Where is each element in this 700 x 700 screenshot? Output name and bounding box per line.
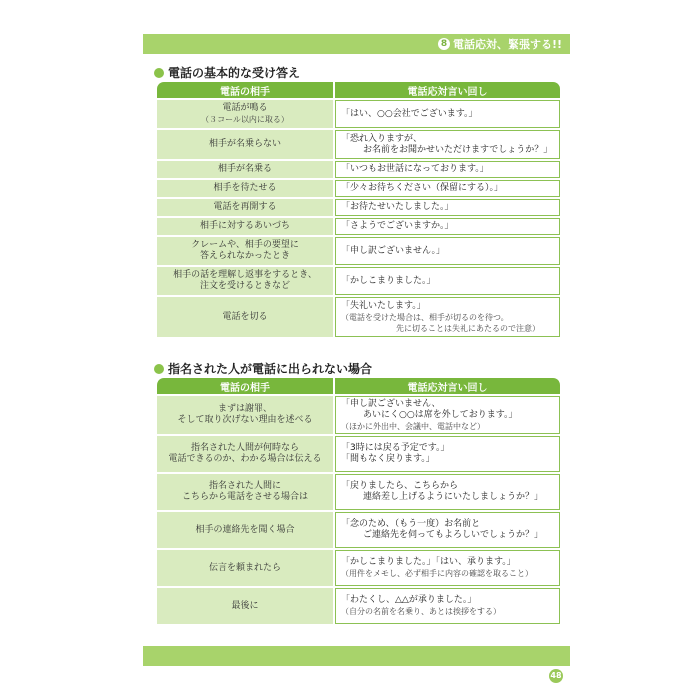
phrase-cell xyxy=(335,130,560,159)
section-title-text: 電話の基本的な受け答え xyxy=(168,66,301,80)
table-row xyxy=(157,436,560,472)
situation-text-continued: 答えられなかったとき xyxy=(199,251,290,261)
phrase-cell xyxy=(335,161,560,178)
phrase-cell xyxy=(335,512,560,548)
page-number: 48 xyxy=(549,669,563,683)
situation-text: まずは謝罪、 xyxy=(217,404,272,414)
phrase-text: 「はい、○○会社でございます。」 xyxy=(341,108,478,119)
unavailable-responses-table xyxy=(157,376,560,626)
phrase-text-continued: お名前をお聞かせいただけますでしょうか？」 xyxy=(363,144,553,155)
phrase-text: 「恐れ入りますが、 xyxy=(341,133,423,144)
phrase-text: 「お待たせいたしました。」 xyxy=(341,202,454,212)
situation-text: 最後に xyxy=(231,600,259,611)
phrase-text: 「申し訳ございません。」 xyxy=(341,245,446,256)
phrase-text: 「少々お待ちください（保留にする）。」 xyxy=(341,183,504,193)
phrase-text: 「3時には戻る予定です。」 xyxy=(341,443,450,453)
phrase-cell xyxy=(335,297,560,337)
situation-text-continued: そして取り次げない理由を述べる xyxy=(177,415,313,425)
situation-cell xyxy=(157,396,335,434)
phrase-cell xyxy=(335,588,560,624)
column-header-caller: 電話の相手 xyxy=(157,82,335,98)
phrase-cell xyxy=(335,237,560,265)
phrase-text: 「いつもお世話になっております。」 xyxy=(341,164,489,174)
table-header-row xyxy=(157,378,560,394)
situation-text: 相手が名乗る xyxy=(217,164,272,174)
phrase-cell xyxy=(335,396,560,434)
phrase-note: （ほかに外出中、会議中、電話中など） xyxy=(341,421,485,431)
situation-subtext: （３コール以内に取る） xyxy=(201,115,289,124)
table-header-row xyxy=(157,82,560,98)
situation-cell xyxy=(157,161,335,178)
chapter-number-badge: 8 xyxy=(438,38,450,50)
table-row xyxy=(157,130,560,159)
situation-cell xyxy=(157,297,335,337)
situation-text-continued: 注文を受けるときなど xyxy=(199,281,290,291)
header-bar xyxy=(143,34,570,54)
phrase-cell xyxy=(335,267,560,295)
phrase-cell xyxy=(335,436,560,472)
table-row xyxy=(157,100,560,128)
situation-text: 相手の話を理解し返事をするとき、 xyxy=(173,270,317,280)
phrase-text: 「わたくし、△△が承りました。」 xyxy=(341,595,477,605)
phrase-text: 「念のため、（もう一度）お名前と xyxy=(341,519,481,529)
situation-cell xyxy=(157,237,335,265)
table-row xyxy=(157,218,560,235)
situation-cell xyxy=(157,550,335,586)
situation-text-continued: こちらから電話をさせる場合は xyxy=(181,492,308,502)
phrase-note: （電話を受けた場合は、相手が切るのを待つ。 xyxy=(341,312,509,322)
table-row xyxy=(157,237,560,265)
phrase-cell xyxy=(335,218,560,235)
situation-cell xyxy=(157,180,335,197)
situation-cell xyxy=(157,512,335,548)
situation-cell xyxy=(157,267,335,295)
phrase-text-continued: ご連絡先を伺ってもよろしいでしょうか？」 xyxy=(363,530,544,540)
table-row xyxy=(157,396,560,434)
footer-bar xyxy=(143,646,570,666)
table-row xyxy=(157,297,560,337)
situation-text: 電話が鳴る xyxy=(222,103,268,113)
situation-text: 相手に対するあいづち xyxy=(199,221,290,231)
situation-text: 相手を待たせる xyxy=(213,183,277,193)
phrase-text: 「かしこまりました。」「はい、承ります。」 xyxy=(341,557,516,567)
situation-text: クレームや、相手の要望に xyxy=(191,240,299,250)
phrase-cell xyxy=(335,474,560,510)
situation-text: 電話を切る xyxy=(222,311,268,322)
situation-cell xyxy=(157,474,335,510)
table-row xyxy=(157,267,560,295)
situation-cell xyxy=(157,588,335,624)
section-title-basic xyxy=(154,64,300,81)
situation-cell xyxy=(157,130,335,159)
situation-text: 相手が名乗らない xyxy=(208,139,281,149)
phrase-text: 「失礼いたします。」 xyxy=(341,300,426,311)
situation-cell xyxy=(157,199,335,216)
situation-text: 指名された人間に xyxy=(208,481,281,491)
situation-text: 指名された人間が何時なら xyxy=(190,443,299,453)
phrase-cell xyxy=(335,550,560,586)
situation-text: 伝言を頼まれたら xyxy=(208,562,281,573)
situation-text-continued: 電話できるのか、わかる場合は伝える xyxy=(168,454,322,464)
phrase-text: 「さようでございますか。」 xyxy=(341,221,454,231)
section-title-unavailable xyxy=(154,360,372,377)
column-header-phrase: 電話応対言い回し xyxy=(335,82,560,98)
phrase-text-continued: 「間もなく戻ります。」 xyxy=(341,454,435,464)
situation-cell xyxy=(157,100,335,128)
table-row xyxy=(157,180,560,197)
phrase-cell xyxy=(335,100,560,128)
table-row xyxy=(157,512,560,548)
phrase-text-continued: あいにく○○は席を外しております。」 xyxy=(363,409,518,420)
column-header-caller: 電話の相手 xyxy=(157,378,335,394)
situation-text: 相手の連絡先を聞く場合 xyxy=(195,524,295,535)
table-row xyxy=(157,550,560,586)
green-dot-icon xyxy=(154,364,164,374)
phrase-cell xyxy=(335,180,560,197)
phrase-text: 「かしこまりました。」 xyxy=(341,275,436,286)
phrase-cell xyxy=(335,199,560,216)
section-title-text: 指名された人が電話に出られない場合 xyxy=(168,362,373,376)
situation-text: 電話を再開する xyxy=(213,202,277,212)
situation-cell xyxy=(157,436,335,472)
basic-responses-table xyxy=(157,80,560,339)
phrase-text: 「申し訳ございません、 xyxy=(341,398,441,409)
table-row xyxy=(157,474,560,510)
chapter-title-text: 電話応対、緊張する!! xyxy=(452,38,562,51)
table-row xyxy=(157,161,560,178)
phrase-text: 「戻りましたら、こちらから xyxy=(341,481,459,491)
phrase-note-continued: 先に切ることは失礼にあたるので注意） xyxy=(396,323,540,333)
phrase-note: （自分の名前を名乗り、あとは挨拶をする） xyxy=(341,607,501,616)
situation-cell xyxy=(157,218,335,235)
column-header-phrase: 電話応対言い回し xyxy=(335,378,560,394)
table-row xyxy=(157,199,560,216)
phrase-note: （用件をメモし、必ず相手に内容の確認を取ること） xyxy=(341,569,533,578)
phrase-text-continued: 連絡差し上げるようにいたしましょうか？」 xyxy=(363,492,544,502)
table-row xyxy=(157,588,560,624)
green-dot-icon xyxy=(154,68,164,78)
chapter-title xyxy=(438,36,562,52)
